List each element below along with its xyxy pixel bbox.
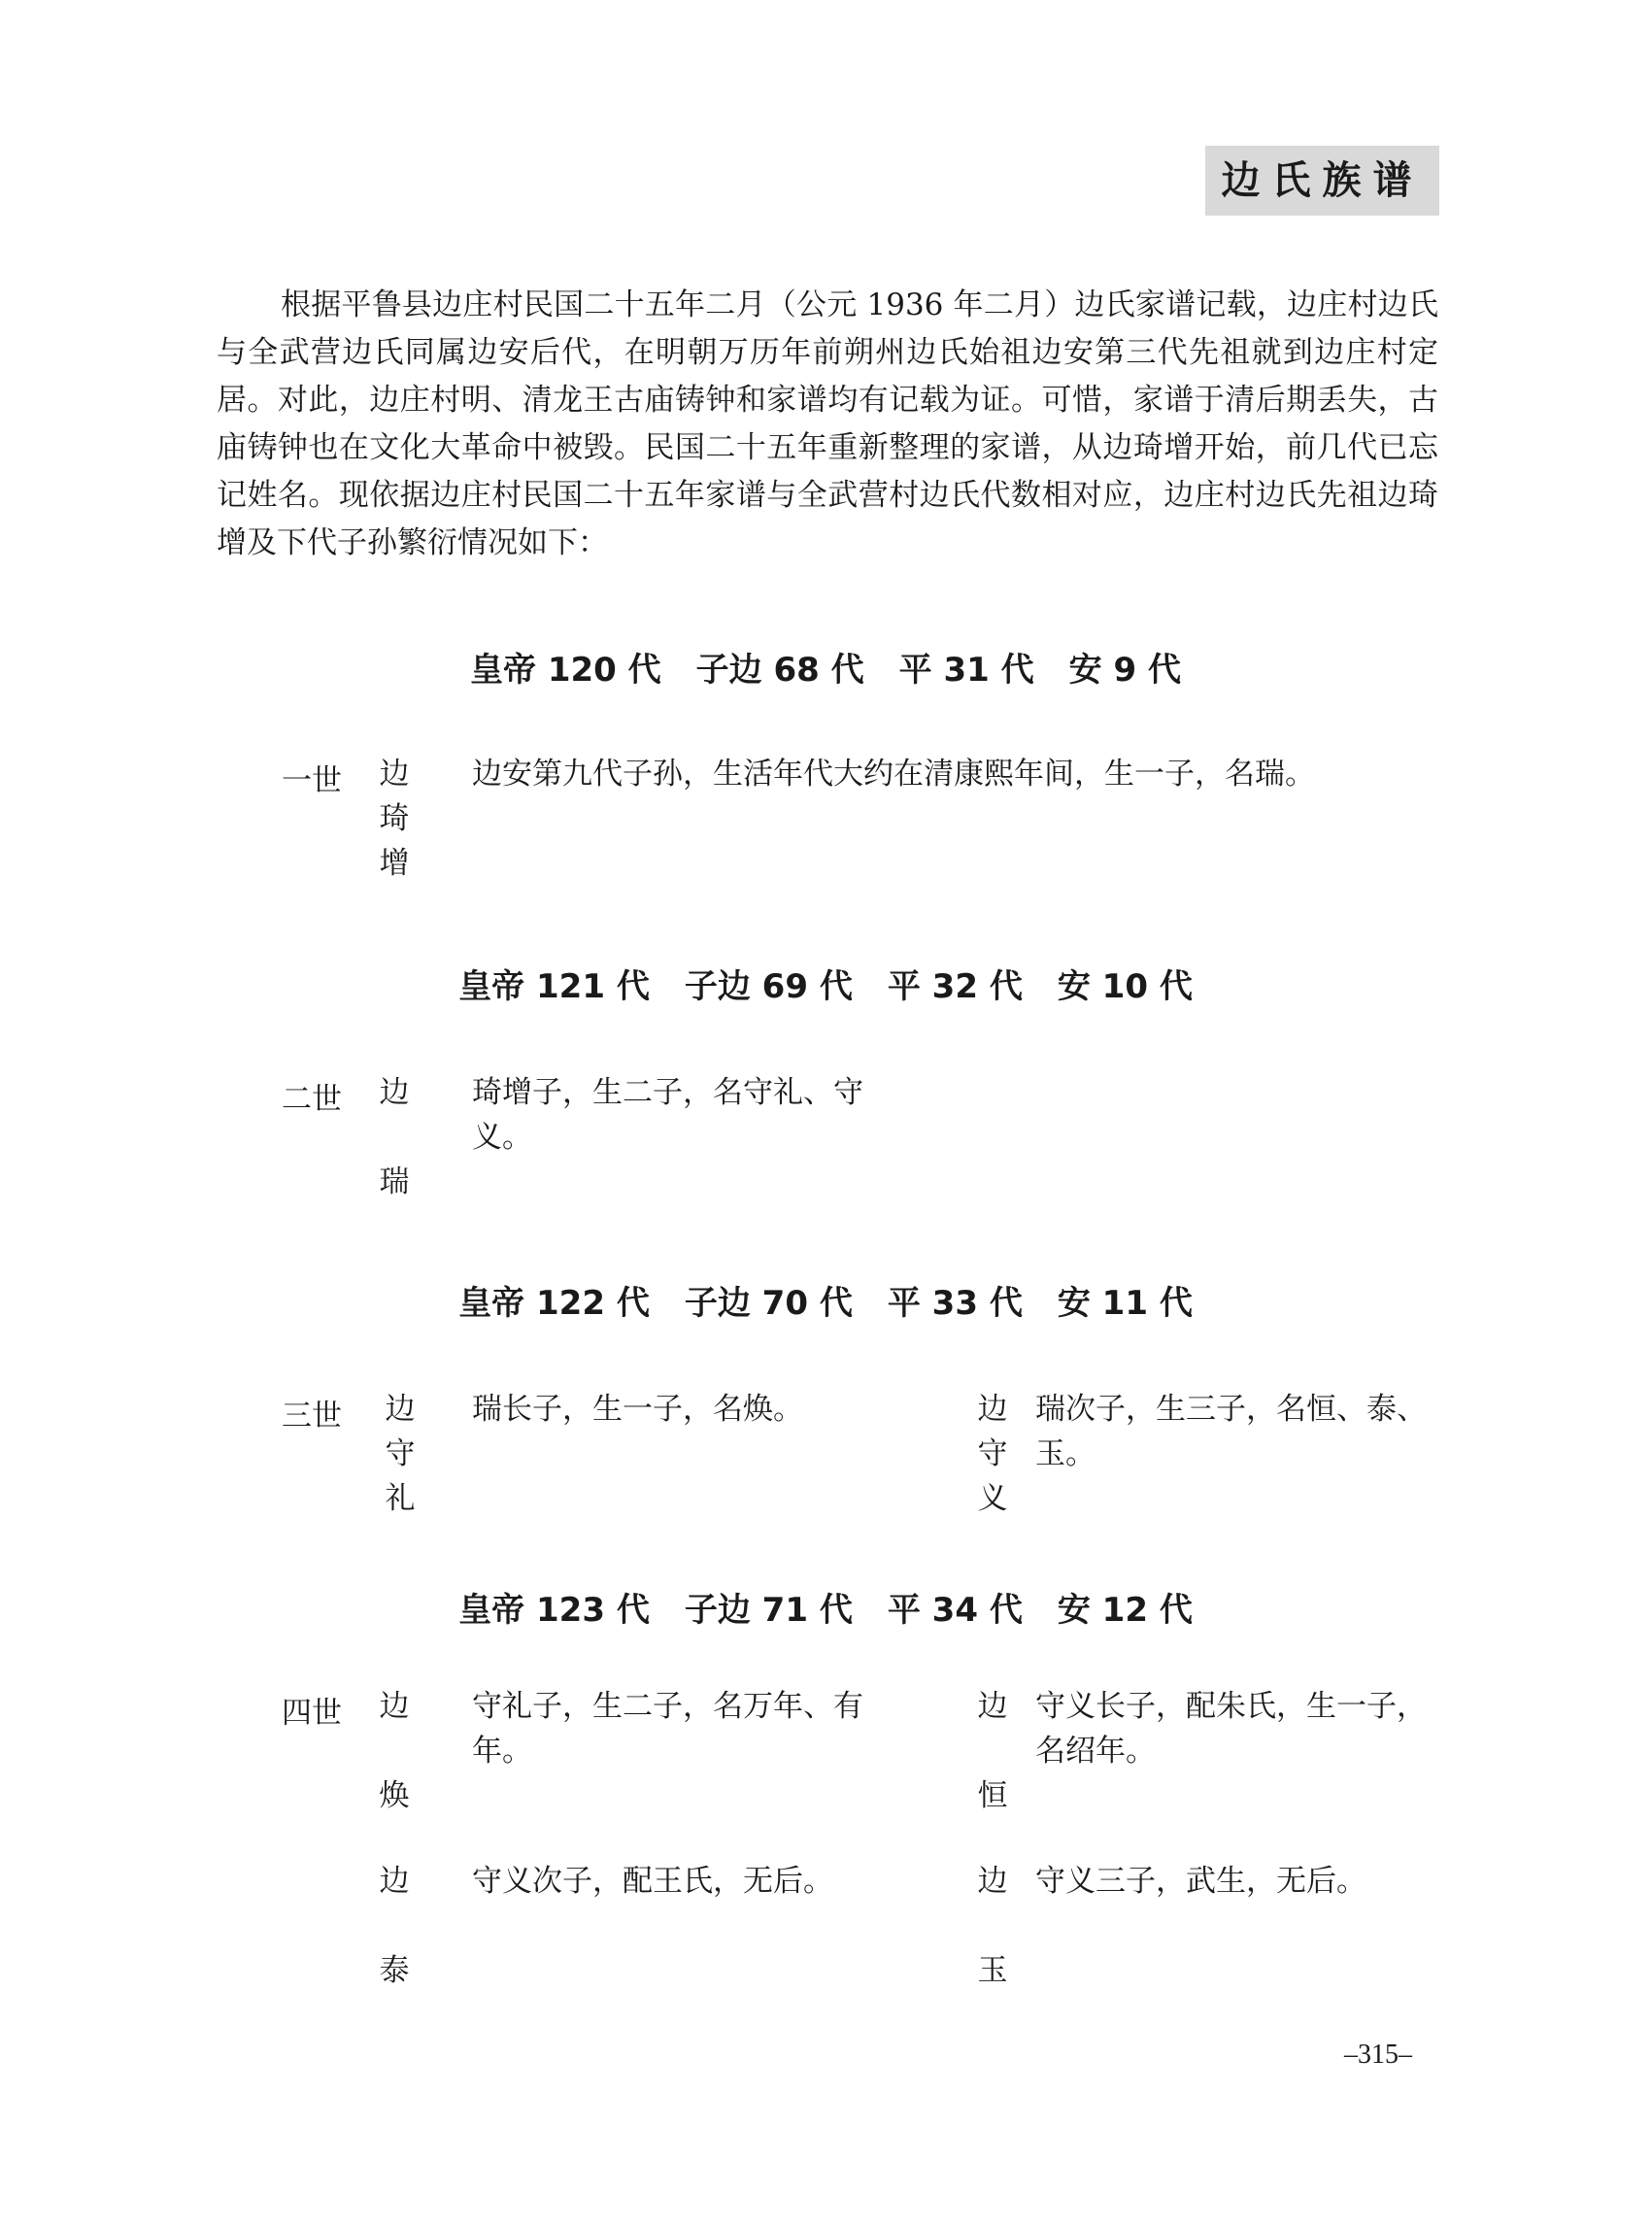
intro-text: 根据平鲁县边庄村民国二十五年二月（公元 1936 年二月）边氏家谱记载，边庄村边氏与全武营边氏同属边安后代，在明朝万历年前朔州边氏始祖边安第三代先祖就到边庄村定居。对此，边庄村明、清龙王古庙铸钟和家谱均有记载为证。可惜，家谱于清后期丢失，古庙铸钟也在文化大革命中被毁。民国二十五年重新整理的家谱，从边琦增开始，前几代已忘记姓名。现依据边庄村民国二十五年家谱与全武营村边氏代数相对应，边庄村边氏先祖边琦增及下代子孙繁衍情况如下： xyxy=(217,287,1438,560)
person-description: 守义次子，配王氏，无后。 xyxy=(472,1864,833,1899)
person-description: 瑞长子，生一子，名焕。 xyxy=(472,1392,803,1427)
generation-label-2: 二世 xyxy=(282,1082,342,1117)
person-name: 边 恒 xyxy=(977,1689,1008,1813)
heading-zibian: 子边 68 代 xyxy=(695,651,864,690)
heading-ping: 平 31 代 xyxy=(898,651,1034,690)
heading-an: 安 9 代 xyxy=(1068,651,1181,690)
person-description: 守义长子，配朱氏，生一子，名绍年。 xyxy=(1035,1689,1427,1769)
generation-heading-4 xyxy=(320,1583,1331,1631)
generation-label-1: 一世 xyxy=(282,763,342,798)
running-header-title: 边氏族谱 xyxy=(1221,158,1424,203)
person-name: 边 守 礼 xyxy=(385,1392,416,1516)
person-description: 边安第九代子孙，生活年代大约在清康熙年间，生一子，名瑞。 xyxy=(472,757,1315,792)
person-name: 边 焕 xyxy=(379,1689,410,1813)
heading-zibian: 子边 69 代 xyxy=(684,967,853,1006)
person-name: 边 玉 xyxy=(977,1864,1008,1988)
person-description: 守礼子，生二子，名万年、有年。 xyxy=(472,1689,863,1769)
generation-heading-3 xyxy=(320,1276,1331,1324)
person-name: 边 泰 xyxy=(379,1864,410,1988)
heading-ping: 平 34 代 xyxy=(887,1591,1023,1630)
heading-emperor: 皇帝 122 代 xyxy=(458,1284,650,1323)
person-description: 琦增子，生二子，名守礼、守义。 xyxy=(472,1075,863,1155)
heading-an: 安 10 代 xyxy=(1057,967,1193,1006)
heading-an: 安 11 代 xyxy=(1057,1284,1193,1323)
heading-emperor: 皇帝 120 代 xyxy=(470,651,661,690)
person-description: 瑞次子，生三子，名恒、泰、玉。 xyxy=(1035,1392,1427,1471)
generation-label-4: 四世 xyxy=(282,1696,342,1731)
person-name: 边 琦 增 xyxy=(379,757,410,881)
heading-ping: 平 33 代 xyxy=(887,1284,1023,1323)
generation-heading-2 xyxy=(320,960,1331,1007)
heading-zibian: 子边 70 代 xyxy=(684,1284,853,1323)
person-name: 边 守 义 xyxy=(977,1392,1008,1516)
heading-emperor: 皇帝 123 代 xyxy=(458,1591,650,1630)
person-description: 守义三子，武生，无后。 xyxy=(1035,1864,1366,1899)
generation-heading-1 xyxy=(320,643,1331,691)
intro-paragraph xyxy=(217,282,1438,567)
heading-zibian: 子边 71 代 xyxy=(684,1591,853,1630)
heading-emperor: 皇帝 121 代 xyxy=(458,967,650,1006)
person-name: 边 瑞 xyxy=(379,1075,410,1199)
page-number: –315– xyxy=(1344,2040,1412,2070)
heading-ping: 平 32 代 xyxy=(887,967,1023,1006)
heading-an: 安 12 代 xyxy=(1057,1591,1193,1630)
generation-label-3: 三世 xyxy=(282,1399,342,1433)
